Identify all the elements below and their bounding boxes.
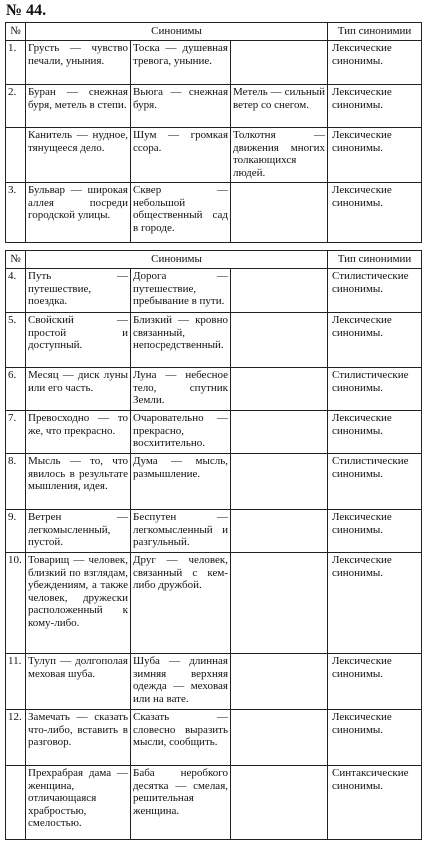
row-number: 1. [6, 41, 26, 85]
synonym-cell: Друг — человек, связанный с кем-либо дружбой. [131, 553, 231, 654]
row-number: 10. [6, 553, 26, 654]
synonym-cell: Очаровательно — прекрасно, восхитительно. [131, 411, 231, 454]
table-row [6, 85, 422, 128]
row-number: 11. [6, 654, 26, 710]
synonym-type: Лексические синонимы. [328, 183, 422, 243]
synonym-cell: Луна — небесное тело, спутник Земли. [131, 368, 231, 411]
table-row [6, 313, 422, 368]
row-number [6, 766, 26, 840]
synonym-type: Стилистические синонимы. [328, 454, 422, 510]
synonym-cell [231, 710, 328, 766]
exercise-number: № 44. [6, 2, 47, 19]
row-number: 12. [6, 710, 26, 766]
synonyms-table-2 [5, 250, 422, 840]
synonym-cell: Превосходно — то же, что прекрасно. [26, 411, 131, 454]
table-row [6, 41, 422, 85]
row-number: 2. [6, 85, 26, 128]
synonym-cell: Тулуп — долгополая меховая шуба. [26, 654, 131, 710]
synonym-cell: Прехрабрая дама — женщина, отличающаяся храбростью, смелостью. [26, 766, 131, 840]
row-number [6, 128, 26, 183]
row-number: 8. [6, 454, 26, 510]
synonym-type: Лексические синонимы. [328, 313, 422, 368]
synonym-cell: Шуба — длинная зимняя верхняя одежда — меховая или на вате. [131, 654, 231, 710]
synonym-cell [231, 553, 328, 654]
table-row [6, 183, 422, 243]
synonym-cell: Товарищ — человек, близкий по взглядам, убеждениям, а также человек, дружески расположенный к кому-либо. [26, 553, 131, 654]
header-type: Тип синонимии [328, 251, 422, 269]
synonym-cell: Сказать — словесно выразить мысли, сообщить. [131, 710, 231, 766]
row-number: 3. [6, 183, 26, 243]
synonym-cell: Месяц — диск луны или его часть. [26, 368, 131, 411]
synonym-cell: Ветрен — легкомысленный, пустой. [26, 510, 131, 553]
synonym-cell: Дума — мысль, размышление. [131, 454, 231, 510]
row-number: 4. [6, 269, 26, 313]
synonym-cell [231, 183, 328, 243]
table-row [6, 269, 422, 313]
row-number: 7. [6, 411, 26, 454]
header-synonyms: Синонимы [26, 251, 328, 269]
synonym-cell: Свойский — простой и доступный. [26, 313, 131, 368]
synonym-cell [231, 411, 328, 454]
table-row [6, 510, 422, 553]
synonym-type: Стилистические синонимы. [328, 269, 422, 313]
row-number: 6. [6, 368, 26, 411]
synonym-type: Лексические синонимы. [328, 553, 422, 654]
synonym-cell: Баба неробкого десятка — смелая, решительная женщина. [131, 766, 231, 840]
synonym-type: Лексические синонимы. [328, 128, 422, 183]
synonym-cell [231, 313, 328, 368]
table-row [6, 710, 422, 766]
synonym-cell: Бульвар — широкая аллея посреди городской улицы. [26, 183, 131, 243]
table-row [6, 368, 422, 411]
header-number: № [6, 251, 26, 269]
table-row [6, 654, 422, 710]
synonym-cell: Буран — снежная буря, метель в степи. [26, 85, 131, 128]
synonym-cell: Близкий — кровно связанный, непосредственный. [131, 313, 231, 368]
synonym-cell: Мысль — то, что явилось в результате мышления, идея. [26, 454, 131, 510]
synonym-type: Стилистические синонимы. [328, 368, 422, 411]
synonym-cell: Толкотня — движения многих толкающихся людей. [231, 128, 328, 183]
synonym-type: Лексические синонимы. [328, 41, 422, 85]
row-number: 5. [6, 313, 26, 368]
synonym-cell: Путь — путешествие, поездка. [26, 269, 131, 313]
synonym-cell: Шум — громкая ссора. [131, 128, 231, 183]
table-row [6, 128, 422, 183]
synonym-cell: Сквер — небольшой общественный сад в городе. [131, 183, 231, 243]
synonym-cell: Канитель — нудное, тянущееся дело. [26, 128, 131, 183]
synonym-cell: Грусть — чувство печали, уныния. [26, 41, 131, 85]
synonym-cell [231, 766, 328, 840]
row-number: 9. [6, 510, 26, 553]
synonym-cell [231, 454, 328, 510]
table-row [6, 553, 422, 654]
synonym-cell: Дорога — путешествие, пребывание в пути. [131, 269, 231, 313]
synonym-cell [231, 368, 328, 411]
synonym-type: Синтаксические синонимы. [328, 766, 422, 840]
header-type: Тип синонимии [328, 23, 422, 41]
synonym-cell [231, 41, 328, 85]
synonym-cell [231, 510, 328, 553]
synonym-cell: Вьюга — снежная буря. [131, 85, 231, 128]
synonym-type: Лексические синонимы. [328, 85, 422, 128]
synonym-cell [231, 269, 328, 313]
synonym-cell: Метель — сильный ветер со снегом. [231, 85, 328, 128]
synonym-type: Лексические синонимы. [328, 411, 422, 454]
table-row [6, 766, 422, 840]
synonym-cell: Замечать — сказать что-либо, вставить в разговор. [26, 710, 131, 766]
synonym-type: Лексические синонимы. [328, 710, 422, 766]
synonym-type: Лексические синонимы. [328, 510, 422, 553]
header-synonyms: Синонимы [26, 23, 328, 41]
synonyms-table-1 [5, 22, 422, 243]
synonym-cell [231, 654, 328, 710]
table-row [6, 454, 422, 510]
synonym-cell: Тоска — душевная тревога, уныние. [131, 41, 231, 85]
table-row [6, 411, 422, 454]
header-number: № [6, 23, 26, 41]
synonym-type: Лексические синонимы. [328, 654, 422, 710]
synonym-cell: Беспутен — легкомысленный и разгульный. [131, 510, 231, 553]
